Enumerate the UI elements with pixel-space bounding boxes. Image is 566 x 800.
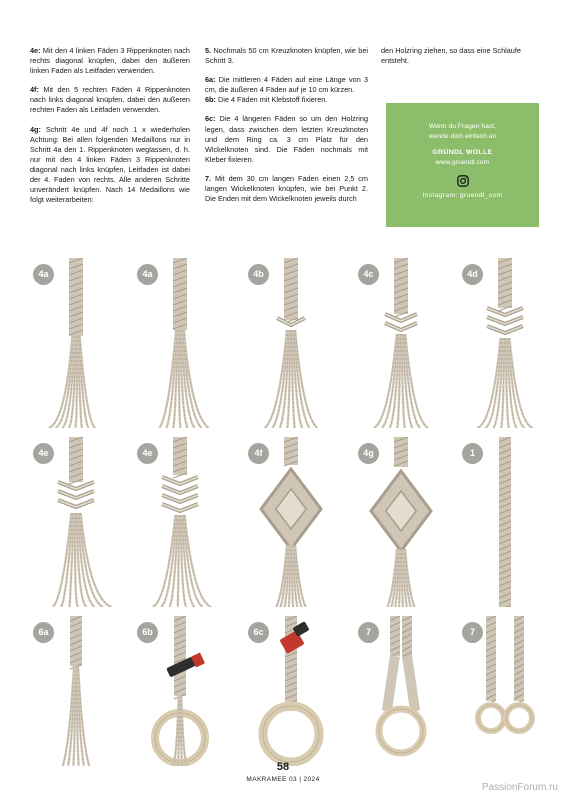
brand-website[interactable]: www.gruendl.com — [435, 158, 490, 166]
page-number: 58 — [276, 761, 290, 773]
step-badge: 7 — [358, 622, 379, 643]
step-photo — [131, 258, 229, 428]
step-badge: 4a — [33, 264, 54, 285]
step-badge: 6b — [137, 622, 158, 643]
step-badge: 4d — [462, 264, 483, 285]
magazine-issue: MAKRAMEE 03 | 2024 — [246, 776, 320, 783]
text-column-1 — [30, 46, 190, 214]
step-photo — [242, 616, 340, 766]
step-photo — [242, 437, 340, 607]
step-badge: 4e — [137, 443, 158, 464]
instagram-handle[interactable]: Instagram: gruendl_com — [422, 192, 503, 200]
step-6a-6b: 6a: Die mittleren 4 Fäden auf eine Länge von 3 cm, die äußeren 4 Fäden auf je 10 cm kürzen. 6b: Die 4 Fäden mit Klebstoff fixieren. — [205, 75, 369, 105]
step-6c: 6c: Die 4 längeren Fäden so um den Holzring legen, dass zwischen dem letzten Kreuzknoten und dem Ring ca. 3 cm Platz für den Wickelknoten sind. Die Fäden nochmals mit Kleber fixieren. — [205, 114, 368, 164]
step-7: 7. Mit dem 30 cm langen Faden einen 2,5 cm langen Wickelknoten knüpfen, wie bei Punkt 2. Die Enden mit dem Wickelknoten jeweils durch — [205, 173, 369, 204]
step-badge: 4g — [358, 443, 379, 464]
step-badge: 4f — [248, 443, 269, 464]
step-7-continued: den Holzring ziehen, so dass eine Schlaufe entsteht. — [381, 46, 521, 66]
step-5: 5. Nochmals 50 cm Kreuzknoten knüpfen, wie bei Schritt 3. — [205, 46, 368, 66]
step-photo — [27, 616, 125, 766]
step-photo — [131, 616, 229, 766]
step-4g: 4g: Schritt 4e und 4f noch 1 x wiederholen Achtung: Bei allen folgenden Medaillons nur in Schritt 4a den 1. Rippenknoten weglassen, d. h. nur mit den 4 linken Fäden 3 Rippenknoten diagonal nach links knüpfen, Leitfaden ist dabei der 4. Faden von rechts. Alle anderen Schritte unverändert knüpfen. Nach 14 Medaillons wie folgt weiterarbeiten: — [30, 124, 190, 205]
step-badge: 1 — [462, 443, 483, 464]
step-badge: 6c — [248, 622, 269, 643]
contact-box — [386, 103, 539, 227]
brand-name: GRÜNDL WOLLE — [432, 149, 493, 157]
step-photo — [27, 258, 125, 428]
step-photo — [456, 258, 554, 428]
contact-line-1: Wenn du Fragen hast, — [428, 123, 497, 130]
step-photo — [27, 437, 125, 607]
contact-line-2: wende dich einfach an — [428, 132, 497, 140]
step-photo — [456, 616, 554, 766]
step-photo — [352, 437, 450, 607]
step-photo — [242, 258, 340, 428]
watermark: PassionForum.ru — [481, 782, 558, 793]
step-4e: 4e: Mit den 4 linken Fäden 3 Rippenknoten nach rechts diagonal knüpfen, dabei den äußeren linken Faden als Leitfaden verwenden. — [30, 46, 190, 76]
step-photo — [131, 437, 229, 607]
step-badge: 4c — [358, 264, 379, 285]
text-column-2 — [205, 46, 368, 213]
step-badge: 4a — [137, 264, 158, 285]
step-badge: 6a — [33, 622, 54, 643]
step-4f: 4f: Mit den 5 rechten Fäden 4 Rippenknoten nach links diagonal knüpfen, dabei den äußeren rechten Faden als Leitfaden verwenden. — [30, 85, 190, 115]
step-photo — [352, 258, 450, 428]
step-photo — [352, 616, 450, 766]
step-badge: 7 — [462, 622, 483, 643]
step-photo — [456, 437, 554, 607]
step-badge: 4e — [33, 443, 54, 464]
step-badge: 4b — [248, 264, 269, 285]
text-column-3 — [381, 46, 546, 75]
instagram-icon — [386, 175, 539, 187]
